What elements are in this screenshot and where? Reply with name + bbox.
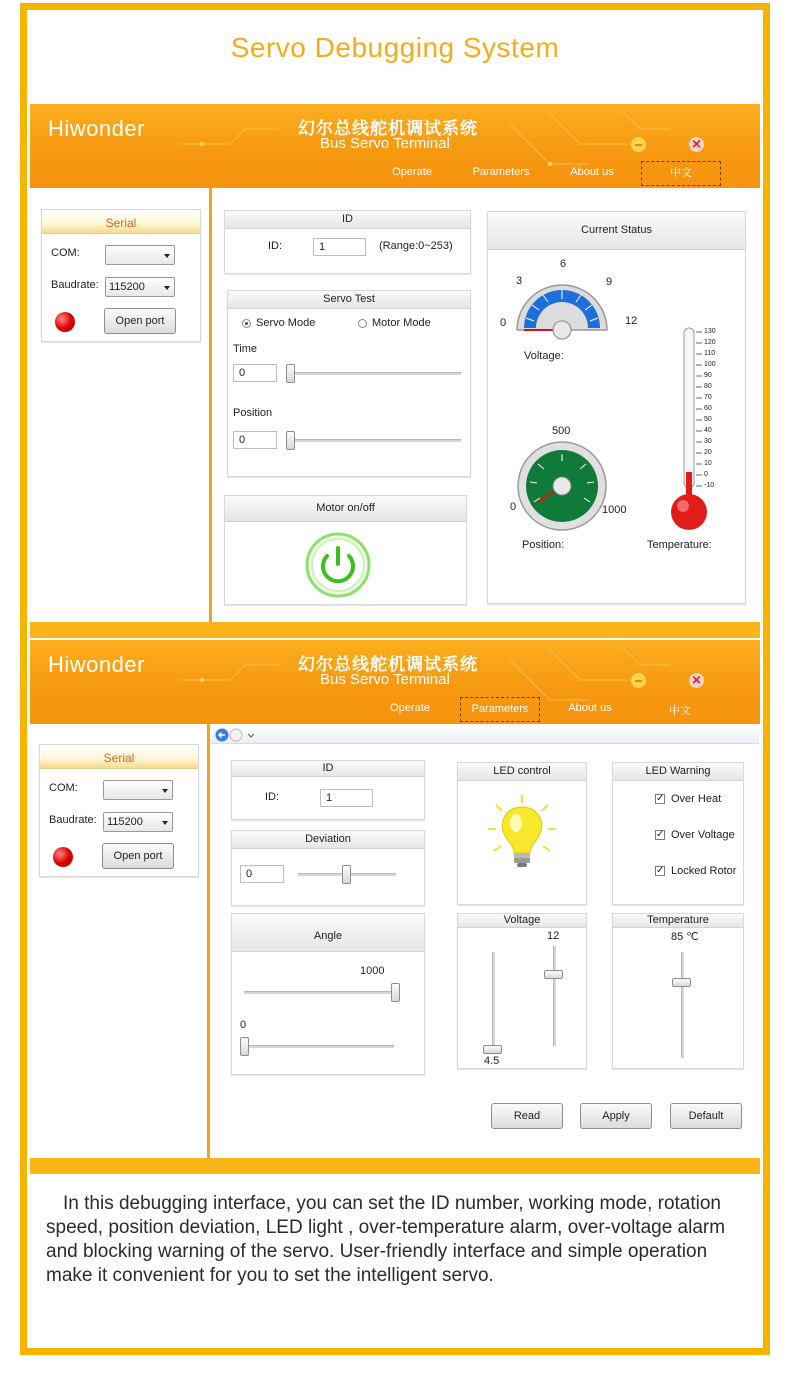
status-bar — [30, 622, 760, 638]
menu-parameters[interactable]: Parameters — [460, 697, 540, 722]
menu-about-us[interactable]: About us — [568, 702, 612, 714]
led-control-title: LED control — [458, 763, 586, 781]
over-voltage-label: Over Voltage — [671, 829, 735, 841]
chevron-down-icon — [162, 789, 168, 793]
thermometer-tick: 40 — [704, 427, 712, 434]
temperature-limit-panel — [612, 913, 744, 1069]
angle-max-slider-thumb[interactable] — [391, 983, 400, 1002]
thermometer-tick: 70 — [704, 394, 712, 401]
status-bar — [30, 1158, 760, 1174]
app-title-en: Bus Servo Terminal — [320, 135, 450, 152]
open-port-button[interactable]: Open port — [104, 308, 176, 334]
app-window-operate — [30, 104, 760, 638]
position-readout-label: Position: — [522, 539, 565, 551]
connection-led-icon — [55, 312, 75, 332]
id-label: ID: — [268, 240, 283, 252]
power-toggle-icon[interactable] — [305, 532, 371, 598]
angle-title: Angle — [232, 914, 424, 952]
angle-max-label: 1000 — [360, 965, 385, 977]
position-input[interactable]: 0 — [233, 431, 277, 449]
baudrate-select[interactable]: 115200 — [105, 277, 175, 297]
back-arrow-icon[interactable] — [215, 728, 259, 742]
app-title-zh: 幻尔总线舵机调试系统 — [298, 655, 478, 675]
thermometer-tick: 0 — [704, 471, 708, 478]
voltage-tick-0: 0 — [500, 317, 507, 329]
description-line: and blocking warning of the servo. User-friendly interface and simple operation — [46, 1241, 708, 1262]
thermometer-tick: 60 — [704, 405, 712, 412]
chevron-down-icon — [164, 254, 170, 258]
angle-min-slider-thumb[interactable] — [240, 1037, 249, 1056]
deviation-slider-thumb[interactable] — [342, 865, 351, 884]
voltage-low-slider-track — [492, 952, 495, 1052]
minimize-button[interactable] — [630, 136, 647, 153]
serial-panel — [41, 209, 201, 342]
time-slider-track — [286, 372, 461, 375]
chevron-down-icon — [164, 286, 170, 290]
thermometer-tick: 100 — [704, 361, 716, 368]
menu-chinese[interactable]: 中文 — [669, 705, 691, 717]
default-button[interactable]: Default — [670, 1103, 742, 1129]
deviation-title: Deviation — [232, 831, 424, 849]
baudrate-select[interactable]: 115200 — [103, 812, 173, 832]
thermometer-tick: 80 — [704, 383, 712, 390]
app-header — [30, 104, 760, 188]
angle-panel — [231, 913, 425, 1075]
locked-rotor-checkbox[interactable]: ✓ — [656, 865, 665, 876]
led-warning-panel — [612, 762, 744, 905]
description-line: make it convenient for you to set the intelligent servo. — [46, 1265, 494, 1286]
serial-panel-title: Serial — [42, 210, 200, 234]
thermometer-tick: 20 — [704, 449, 712, 456]
description-line: In this debugging interface, you can set the ID number, working mode, rotation — [63, 1193, 721, 1214]
servo-test-panel — [227, 290, 471, 477]
id-panel — [231, 760, 425, 820]
voltage-high-slider-track — [553, 946, 556, 1046]
voltage-gauge-icon — [512, 272, 612, 342]
app-window-parameters — [30, 640, 760, 1176]
description-line: speed, position deviation, LED light , over-temperature alarm, over-voltage alarm — [46, 1217, 726, 1238]
deviation-input[interactable]: 0 — [240, 865, 284, 883]
position-tick-500: 500 — [552, 425, 571, 437]
menu-operate[interactable]: Operate — [392, 166, 432, 178]
position-label: Position — [233, 407, 273, 419]
voltage-high-slider-thumb[interactable] — [544, 970, 563, 979]
id-label: ID: — [265, 791, 280, 803]
thermometer-tick: 10 — [704, 460, 712, 467]
sidebar-divider — [207, 724, 210, 1158]
angle-min-label: 0 — [240, 1019, 247, 1031]
thermometer-tick: 30 — [704, 438, 712, 445]
deviation-panel — [231, 830, 425, 906]
close-button[interactable]: × — [688, 672, 705, 689]
position-gauge-icon — [516, 440, 608, 532]
voltage-limit-title: Voltage — [458, 914, 586, 928]
voltage-low-label: 4.5 — [484, 1055, 500, 1067]
servo-test-title: Servo Test — [228, 291, 470, 309]
current-status-title: Current Status — [488, 212, 745, 250]
read-button[interactable]: Read — [491, 1103, 563, 1129]
temperature-value-label: 85 ℃ — [671, 931, 699, 943]
serial-panel-title: Serial — [40, 745, 198, 769]
lightbulb-icon[interactable] — [486, 793, 558, 875]
over-heat-checkbox[interactable]: ✓ — [656, 793, 665, 804]
voltage-tick-12: 12 — [625, 315, 638, 327]
over-voltage-checkbox[interactable]: ✓ — [656, 829, 665, 840]
voltage-limit-panel — [457, 913, 587, 1069]
close-button[interactable]: × — [688, 136, 705, 153]
app-title-zh: 幻尔总线舵机调试系统 — [298, 119, 478, 139]
position-slider-track — [286, 439, 461, 442]
baudrate-label: Baudrate: — [51, 279, 99, 291]
nav-toolbar — [211, 726, 759, 744]
com-label: COM: — [49, 782, 78, 794]
menu-about-us[interactable]: About us — [570, 166, 614, 178]
com-select[interactable] — [105, 245, 175, 265]
over-heat-label: Over Heat — [671, 793, 722, 805]
voltage-high-label: 12 — [547, 930, 560, 942]
thermometer-tick: 110 — [704, 350, 716, 357]
position-slider-thumb[interactable] — [286, 431, 295, 450]
led-control-panel — [457, 762, 587, 905]
app-title-en: Bus Servo Terminal — [320, 671, 450, 688]
thermometer-tick: -10 — [704, 482, 715, 489]
hiwonder-logo: Hiwonder — [48, 652, 145, 677]
voltage-tick-3: 3 — [516, 275, 523, 287]
position-tick-1000: 1000 — [602, 504, 627, 516]
chevron-down-icon — [162, 821, 168, 825]
current-status-panel — [487, 211, 746, 604]
locked-rotor-label: Locked Rotor — [671, 865, 737, 877]
com-label: COM: — [51, 247, 80, 259]
thermometer-tick: 50 — [704, 416, 712, 423]
apply-button[interactable]: Apply — [580, 1103, 652, 1129]
baudrate-label: Baudrate: — [49, 814, 97, 826]
servo-mode-radio[interactable] — [242, 319, 251, 328]
time-label: Time — [233, 343, 258, 355]
menu-operate[interactable]: Operate — [390, 702, 430, 714]
id-panel-title: ID — [225, 211, 470, 229]
voltage-readout-label: Voltage: — [524, 350, 564, 362]
hiwonder-logo: Hiwonder — [48, 116, 145, 141]
app-header — [30, 640, 760, 724]
temperature-readout-label: Temperature: — [647, 539, 712, 551]
page-title: Servo Debugging System — [230, 32, 560, 63]
menu-bar — [30, 694, 760, 724]
serial-panel — [39, 744, 199, 877]
id-panel — [224, 210, 471, 274]
temperature-limit-title: Temperature — [613, 914, 743, 928]
minimize-button[interactable] — [630, 672, 647, 689]
menu-parameters[interactable]: Parameters — [472, 166, 530, 178]
thermometer-tick: 90 — [704, 372, 712, 379]
menu-bar — [30, 158, 760, 188]
voltage-tick-6: 6 — [560, 258, 567, 270]
open-port-button[interactable]: Open port — [102, 843, 174, 869]
motor-panel — [224, 495, 467, 605]
motor-mode-radio[interactable] — [358, 319, 367, 328]
angle-max-slider-track — [244, 991, 394, 994]
thermometer-tick: 130 — [704, 328, 716, 335]
position-tick-0: 0 — [510, 501, 517, 513]
time-input[interactable]: 0 — [233, 364, 277, 382]
motor-panel-title: Motor on/off — [225, 496, 466, 522]
angle-min-slider-track — [244, 1045, 394, 1048]
description-text — [46, 1192, 751, 1288]
voltage-tick-9: 9 — [606, 276, 613, 288]
id-panel-title: ID — [232, 761, 424, 777]
temperature-slider-thumb[interactable] — [672, 978, 691, 987]
motor-mode-label: Motor Mode — [372, 317, 431, 329]
voltage-low-slider-thumb[interactable] — [483, 1045, 502, 1054]
id-input[interactable]: 1 — [320, 789, 373, 807]
menu-chinese[interactable]: 中文 — [641, 161, 721, 186]
id-range-hint: (Range:0~253) — [379, 240, 453, 252]
time-slider-thumb[interactable] — [286, 364, 295, 383]
connection-led-icon — [53, 847, 73, 867]
com-select[interactable] — [103, 780, 173, 800]
thermometer-tick: 120 — [704, 339, 716, 346]
temperature-slider-track — [681, 952, 684, 1058]
id-input[interactable]: 1 — [313, 238, 366, 256]
servo-mode-label: Servo Mode — [256, 317, 316, 329]
led-warning-title: LED Warning — [613, 763, 743, 781]
sidebar-divider — [209, 188, 212, 622]
